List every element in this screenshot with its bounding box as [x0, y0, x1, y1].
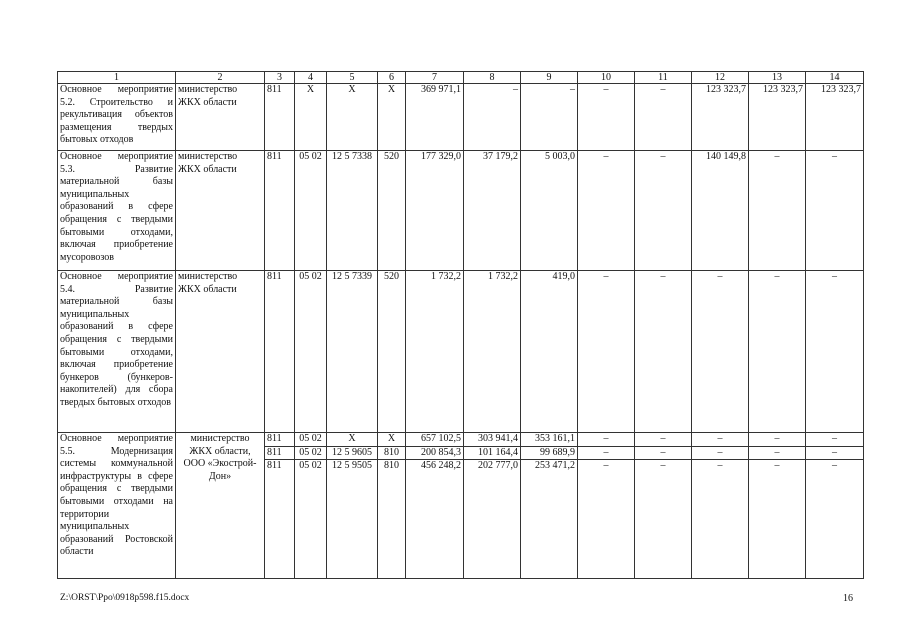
cell-c8: 303 941,4	[464, 433, 521, 447]
cell-c5: 12 5 9505	[327, 460, 378, 579]
cell-c7: 200 854,3	[406, 446, 464, 460]
cell-c12: –	[692, 460, 749, 579]
column-number-12: 12	[692, 72, 749, 84]
cell-c10: –	[578, 151, 635, 271]
cell-c10: –	[578, 84, 635, 151]
cell-c3: 811	[265, 460, 295, 579]
cell-c6: 810	[378, 446, 406, 460]
cell-c10: –	[578, 433, 635, 447]
event-name-cell: Основное мероприятие 5.5. Модернизация системы коммунальной инфраструктуры в сфере обращения с твердыми бытовыми отходами на территории муниципальных образований Ростовской области	[58, 433, 176, 579]
cell-c14: 123 323,7	[806, 84, 864, 151]
cell-c5: Х	[327, 84, 378, 151]
column-number-5: 5	[327, 72, 378, 84]
cell-c14: –	[806, 271, 864, 433]
cell-c9: –	[521, 84, 578, 151]
cell-c3: 811	[265, 84, 295, 151]
cell-c14: –	[806, 151, 864, 271]
table-row	[58, 433, 864, 447]
cell-c14: –	[806, 446, 864, 460]
cell-c9: 99 689,9	[521, 446, 578, 460]
cell-c8: 37 179,2	[464, 151, 521, 271]
cell-c5: 12 5 9605	[327, 446, 378, 460]
cell-c13: –	[749, 151, 806, 271]
cell-c12: –	[692, 433, 749, 447]
cell-c9: 5 003,0	[521, 151, 578, 271]
cell-c4: Х	[295, 84, 327, 151]
table-row	[58, 84, 864, 151]
cell-c3: 811	[265, 446, 295, 460]
cell-c6: Х	[378, 84, 406, 151]
executor-cell: министерство ЖКХ области	[176, 84, 265, 151]
cell-c11: –	[635, 84, 692, 151]
cell-c9: 253 471,2	[521, 460, 578, 579]
cell-c4: 05 02	[295, 460, 327, 579]
column-number-14: 14	[806, 72, 864, 84]
cell-c5: Х	[327, 433, 378, 447]
cell-c11: –	[635, 460, 692, 579]
cell-c9: 353 161,1	[521, 433, 578, 447]
column-number-8: 8	[464, 72, 521, 84]
column-number-header-row	[58, 72, 864, 84]
column-number-6: 6	[378, 72, 406, 84]
column-number-13: 13	[749, 72, 806, 84]
column-number-11: 11	[635, 72, 692, 84]
cell-c8: 101 164,4	[464, 446, 521, 460]
cell-c8: 202 777,0	[464, 460, 521, 579]
cell-c3: 811	[265, 433, 295, 447]
page-number: 16	[843, 593, 853, 604]
cell-c6: 810	[378, 460, 406, 579]
cell-c10: –	[578, 446, 635, 460]
column-number-2: 2	[176, 72, 265, 84]
cell-c12: 123 323,7	[692, 84, 749, 151]
event-name-cell: Основное мероприятие 5.3. Развитие материальной базы муниципальных образований в сфере обращения с твердыми бытовыми отходами, включая приобретение мусоровозов	[58, 151, 176, 271]
cell-c11: –	[635, 433, 692, 447]
cell-c7: 657 102,5	[406, 433, 464, 447]
cell-c4: 05 02	[295, 151, 327, 271]
column-number-4: 4	[295, 72, 327, 84]
cell-c7: 456 248,2	[406, 460, 464, 579]
cell-c6: 520	[378, 151, 406, 271]
cell-c12: 140 149,8	[692, 151, 749, 271]
file-path-footer: Z:\ORST\Ppo\0918p598.f15.docx	[60, 593, 190, 603]
cell-c7: 1 732,2	[406, 271, 464, 433]
cell-c10: –	[578, 460, 635, 579]
cell-c11: –	[635, 446, 692, 460]
cell-c6: Х	[378, 433, 406, 447]
table-row	[58, 271, 864, 433]
cell-c7: 369 971,1	[406, 84, 464, 151]
executor-cell: министерство ЖКХ области	[176, 151, 265, 271]
cell-c3: 811	[265, 151, 295, 271]
cell-c6: 520	[378, 271, 406, 433]
cell-c14: –	[806, 460, 864, 579]
cell-c12: –	[692, 271, 749, 433]
column-number-3: 3	[265, 72, 295, 84]
budget-table	[57, 71, 864, 579]
cell-c4: 05 02	[295, 271, 327, 433]
executor-cell: министерство ЖКХ области, ООО «Экострой-Дон»	[176, 433, 265, 579]
cell-c14: –	[806, 433, 864, 447]
cell-c11: –	[635, 151, 692, 271]
column-number-10: 10	[578, 72, 635, 84]
event-name-cell: Основное мероприятие 5.4. Развитие материальной базы муниципальных образований в сфере обращения с твердыми бытовыми отходами, включая приобретение бункеров (бункеров-накопителей) для сбора твердых бытовых отходов	[58, 271, 176, 433]
cell-c5: 12 5 7339	[327, 271, 378, 433]
cell-c5: 12 5 7338	[327, 151, 378, 271]
executor-cell: министерство ЖКХ области	[176, 271, 265, 433]
column-number-9: 9	[521, 72, 578, 84]
cell-c9: 419,0	[521, 271, 578, 433]
cell-c4: 05 02	[295, 446, 327, 460]
column-number-7: 7	[406, 72, 464, 84]
cell-c13: –	[749, 460, 806, 579]
cell-c12: –	[692, 446, 749, 460]
cell-c8: 1 732,2	[464, 271, 521, 433]
column-number-1: 1	[58, 72, 176, 84]
cell-c13: –	[749, 433, 806, 447]
cell-c3: 811	[265, 271, 295, 433]
cell-c11: –	[635, 271, 692, 433]
table-row	[58, 151, 864, 271]
cell-c13: –	[749, 271, 806, 433]
cell-c13: –	[749, 446, 806, 460]
cell-c7: 177 329,0	[406, 151, 464, 271]
cell-c8: –	[464, 84, 521, 151]
cell-c4: 05 02	[295, 433, 327, 447]
cell-c13: 123 323,7	[749, 84, 806, 151]
cell-c10: –	[578, 271, 635, 433]
event-name-cell: Основное мероприятие 5.2. Строительство и рекультивация объектов размещения твердых бытовых отходов	[58, 84, 176, 151]
